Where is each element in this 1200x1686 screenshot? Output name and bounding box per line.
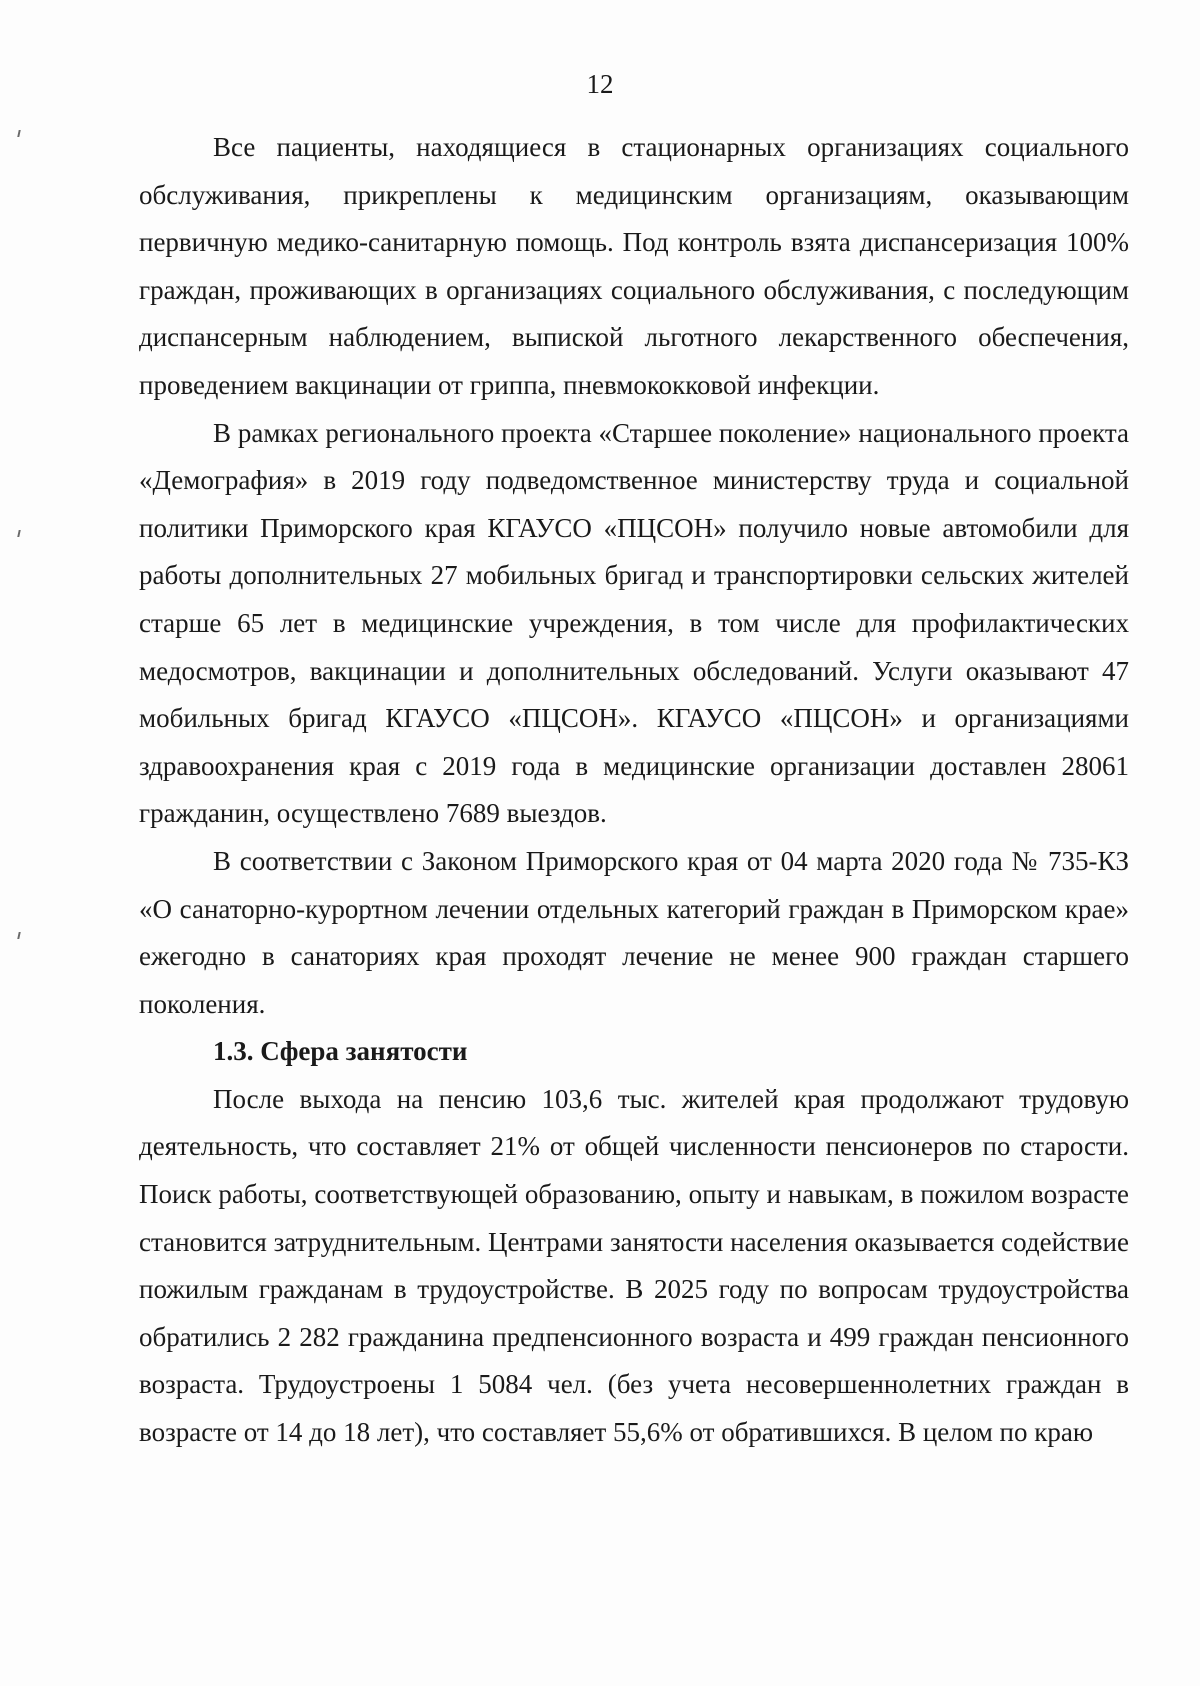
paragraph-sanatorium-law: В соответствии с Законом Приморского края от 04 марта 2020 года № 735-КЗ «О санаторно-курортном лечении отдельных категорий граждан в Приморском крае» ежегодно в санаториях края проходят лечение не менее 900 граждан старшего поколения. [139,845,1129,1019]
document-body [139,124,1129,1457]
paragraph-regional-project: В рамках регионального проекта «Старшее поколение» национального проекта «Демография» в 2019 году подведомственное министерству труда и социальной политики Приморского края КГАУСО «ПЦСОН» получило новые автомобили для работы дополнительных 27 мобильных бригад и транспортировки сельских жителей старше 65 лет в медицинские учреждения, в том числе для профилактических медосмотров, вакцинации и дополнительных обследований. Услуги оказывают 47 мобильных бригад КГАУСО «ПЦСОН». КГАУСО «ПЦСОН» и организациями здравоохранения края с 2019 года в медицинские организации доставлен 28061 гражданин, осуществлено 7689 выездов. [139,417,1129,829]
section-heading-employment: 1.3. Сфера занятости [213,1036,468,1067]
paragraph-patients-care: Все пациенты, находящиеся в стационарных организациях социального обслуживания, прикреплены к медицинским организациям, оказывающим первичную медико-санитарную помощь. Под контроль взята диспансеризация 100% граждан, проживающих в организациях социального обслуживания, с последующим диспансерным наблюдением, выпиской льготного лекарственного обеспечения, проведением вакцинации от гриппа, пневмококковой инфекции. [139,132,1129,400]
page-number: 12 [586,69,614,99]
margin-scan-mark [17,530,20,537]
margin-scan-mark [17,130,20,137]
margin-scan-mark [17,932,20,939]
paragraph-employment: После выхода на пенсию 103,6 тыс. жителей края продолжают трудовую деятельность, что составляет 21% от общей численности пенсионеров по старости. Поиск работы, соответствующей образованию, опыту и навыкам, в пожилом возрасте становится затруднительным. Центрами занятости населения оказывается содействие пожилым гражданам в трудоустройстве. В 2025 году по вопросам трудоустройства обратились 2 282 гражданина предпенсионного возраста и 499 граждан пенсионного возраста. Трудоустроены 1 5084 чел. (без учета несовершеннолетних граждан в возрасте от 14 до 18 лет), что составляет 55,6% от обратившихся. В целом по краю [139,1083,1129,1448]
